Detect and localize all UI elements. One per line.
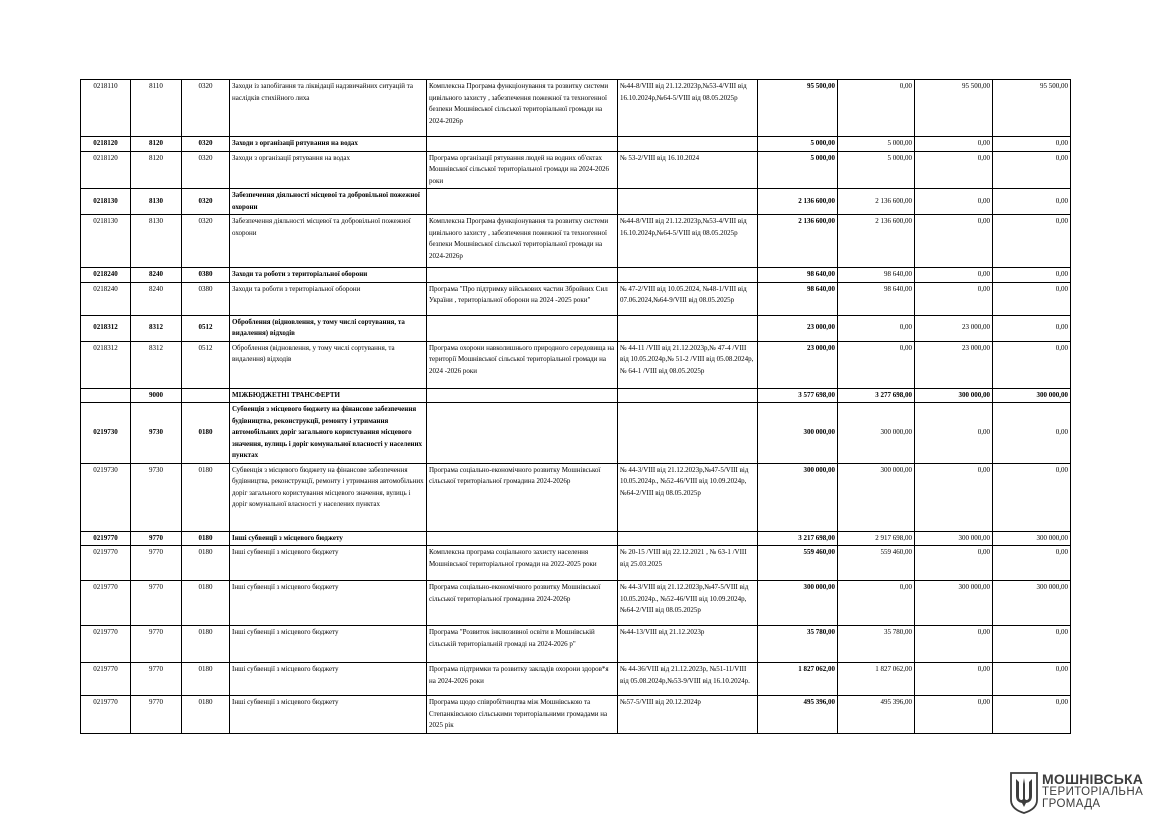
program-name-cell: Комплексна програма соціального захисту населення Мошнівської територіальної громади на 2022-2025 роки — [427, 546, 618, 581]
general-fund-cell: 0,00 — [838, 80, 915, 137]
total-amount-cell: 559 460,00 — [758, 546, 838, 581]
total-amount-cell: 2 136 600,00 — [758, 189, 838, 215]
general-fund-cell: 2 917 698,00 — [838, 531, 915, 546]
total-amount-cell: 495 396,00 — [758, 696, 838, 734]
council-decision-cell — [618, 388, 758, 403]
development-budget-cell: 0,00 — [993, 403, 1071, 464]
program-classification-cell: 9730 — [131, 403, 182, 464]
total-amount-cell: 5 000,00 — [758, 137, 838, 152]
development-budget-cell: 0,00 — [993, 341, 1071, 388]
trident-coat-of-arms-icon — [1010, 772, 1038, 814]
program-classification-cell: 9770 — [131, 663, 182, 696]
table-row — [81, 696, 1071, 734]
program-name-cell: Програма "Про підтримку військових частин Збройних Сил України , територіальної оборони на 2024 -2025 роки" — [427, 282, 618, 315]
special-fund-cell: 0,00 — [915, 137, 993, 152]
total-amount-cell: 2 136 600,00 — [758, 215, 838, 268]
subtotal-row — [81, 403, 1071, 464]
table-row — [81, 151, 1071, 189]
program-name-cell: Програма соціально-економічного розвитку Мошнівської сільської територіальної громадина 2024-2026р — [427, 581, 618, 626]
budget-code-cell: 0218130 — [81, 215, 131, 268]
expenditure-name-cell: Заходи з організації рятування на водах — [230, 151, 427, 189]
total-amount-cell: 23 000,00 — [758, 315, 838, 341]
council-decision-cell — [618, 189, 758, 215]
group-total-row — [81, 388, 1071, 403]
functional-classification-cell: 0320 — [182, 215, 230, 268]
expenditure-name-cell: Субвенція з місцевого бюджету на фінансове забезпечення будівництва, реконструкції, ремонту і утримання автомобільних доріг загального користування місцевого значення, вулиць і доріг комунальної власності у населених пунктах — [230, 403, 427, 464]
special-fund-cell: 0,00 — [915, 189, 993, 215]
table-row — [81, 546, 1071, 581]
total-amount-cell: 3 217 698,00 — [758, 531, 838, 546]
table-row — [81, 463, 1071, 531]
general-fund-cell: 300 000,00 — [838, 463, 915, 531]
special-fund-cell: 0,00 — [915, 282, 993, 315]
expenditure-name-cell: Забезпечення діяльності місцевої та добровільної пожежної охорони — [230, 215, 427, 268]
program-name-cell — [427, 137, 618, 152]
budget-code-cell: 0218120 — [81, 151, 131, 189]
development-budget-cell: 0,00 — [993, 189, 1071, 215]
council-decision-cell: № 53-2/VIII від 16.10.2024 — [618, 151, 758, 189]
total-amount-cell: 3 577 698,00 — [758, 388, 838, 403]
council-decision-cell — [618, 268, 758, 283]
budget-code-cell: 0218312 — [81, 315, 131, 341]
functional-classification-cell: 0512 — [182, 315, 230, 341]
total-amount-cell: 300 000,00 — [758, 581, 838, 626]
budget-code-cell: 0219770 — [81, 546, 131, 581]
total-amount-cell: 98 640,00 — [758, 282, 838, 315]
program-name-cell — [427, 531, 618, 546]
logo-subtitle-1: ТЕРИТОРІАЛЬНА — [1042, 785, 1144, 798]
development-budget-cell: 0,00 — [993, 546, 1071, 581]
development-budget-cell: 0,00 — [993, 663, 1071, 696]
program-classification-cell: 8240 — [131, 268, 182, 283]
expenditure-name-cell: Заходи із запобігання та ліквідації надзвичайних ситуацій та наслідків стихійного лиха — [230, 80, 427, 137]
program-classification-cell: 8130 — [131, 215, 182, 268]
expenditure-name-cell: Оброблення (відновлення, у тому числі сортування, та видалення) відходів — [230, 315, 427, 341]
subtotal-row — [81, 189, 1071, 215]
budget-programs-table — [80, 79, 1071, 734]
functional-classification-cell: 0180 — [182, 663, 230, 696]
program-name-cell: Програма підтримки та розвитку закладів охорони здоров*я на 2024-2026 роки — [427, 663, 618, 696]
expenditure-name-cell: Інші субвенції з місцевого бюджету — [230, 696, 427, 734]
program-name-cell: Програма "Розвиток інклюзивної освіти в Мошнівській сільській територіальній громаді на 2024-2026 р" — [427, 626, 618, 663]
program-classification-cell: 9770 — [131, 626, 182, 663]
general-fund-cell: 2 136 600,00 — [838, 189, 915, 215]
program-classification-cell: 9000 — [131, 388, 182, 403]
development-budget-cell: 0,00 — [993, 215, 1071, 268]
expenditure-name-cell: Субвенція з місцевого бюджету на фінансове забезпечення будівництва, реконструкції, ремонту і утримання автомобільних доріг загального користування місцевого значення, вулиць і доріг комунальної власності у населених пунктах — [230, 463, 427, 531]
functional-classification-cell: 0180 — [182, 403, 230, 464]
development-budget-cell: 0,00 — [993, 463, 1071, 531]
functional-classification-cell: 0380 — [182, 268, 230, 283]
program-name-cell: Комплексна Програма функціонування та розвитку системи цивільного захисту , забезпечення пожежної та техногенної безпеки Мошнівської сільської територіальної громади на 2024-2026р — [427, 80, 618, 137]
total-amount-cell: 35 780,00 — [758, 626, 838, 663]
budget-code-cell: 0218240 — [81, 282, 131, 315]
total-amount-cell: 5 000,00 — [758, 151, 838, 189]
program-classification-cell: 9770 — [131, 696, 182, 734]
special-fund-cell: 300 000,00 — [915, 388, 993, 403]
program-classification-cell: 8130 — [131, 189, 182, 215]
program-classification-cell: 9770 — [131, 531, 182, 546]
general-fund-cell: 2 136 600,00 — [838, 215, 915, 268]
budget-code-cell: 0219770 — [81, 626, 131, 663]
development-budget-cell: 0,00 — [993, 268, 1071, 283]
community-logo — [1008, 770, 1158, 816]
subtotal-row — [81, 137, 1071, 152]
budget-code-cell: 0218130 — [81, 189, 131, 215]
table-row — [81, 80, 1071, 137]
development-budget-cell: 0,00 — [993, 151, 1071, 189]
program-name-cell: Програма щодо співробітництва між Мошнівською та Степанківською сільськими територіальними громадами на 2025 рік — [427, 696, 618, 734]
logo-title: МОШНІВСЬКА — [1042, 771, 1144, 787]
budget-code-cell: 0219730 — [81, 403, 131, 464]
program-classification-cell: 8110 — [131, 80, 182, 137]
budget-code-cell: 0218240 — [81, 268, 131, 283]
table-row — [81, 215, 1071, 268]
table-row — [81, 341, 1071, 388]
development-budget-cell: 0,00 — [993, 696, 1071, 734]
council-decision-cell — [618, 403, 758, 464]
expenditure-name-cell: Забезпечення діяльності місцевої та добровільної пожежної охорони — [230, 189, 427, 215]
program-classification-cell: 9730 — [131, 463, 182, 531]
special-fund-cell: 0,00 — [915, 696, 993, 734]
budget-code-cell: 0219730 — [81, 463, 131, 531]
program-classification-cell: 9770 — [131, 546, 182, 581]
development-budget-cell: 0,00 — [993, 137, 1071, 152]
table-row — [81, 663, 1071, 696]
general-fund-cell: 0,00 — [838, 315, 915, 341]
functional-classification-cell: 0180 — [182, 696, 230, 734]
special-fund-cell: 300 000,00 — [915, 581, 993, 626]
development-budget-cell: 0,00 — [993, 626, 1071, 663]
program-name-cell: Програма соціально-економічного розвитку Мошнівської сільської територіальної громадина 2024-2026р — [427, 463, 618, 531]
logo-subtitle-2: ГРОМАДА — [1042, 798, 1101, 810]
functional-classification-cell: 0180 — [182, 546, 230, 581]
expenditure-name-cell: Оброблення (відновлення, у тому числі сортування, та видалення) відходів — [230, 341, 427, 388]
program-name-cell: Програма організації рятування людей на водних об'єктах Мошнівської сільської територіальної громади на 2024-2026 роки — [427, 151, 618, 189]
functional-classification-cell: 0320 — [182, 189, 230, 215]
functional-classification-cell — [182, 388, 230, 403]
council-decision-cell: № 44-11 /VIII від 21.12.2023р,№ 47-4 /VIII від 10.05.2024р,№ 51-2 /VIII від 05.08.2024р,№ 64-1 /VIII від 08.05.2025р — [618, 341, 758, 388]
expenditure-name-cell: Інші субвенції з місцевого бюджету — [230, 581, 427, 626]
general-fund-cell: 35 780,00 — [838, 626, 915, 663]
total-amount-cell: 23 000,00 — [758, 341, 838, 388]
development-budget-cell: 0,00 — [993, 282, 1071, 315]
general-fund-cell: 5 000,00 — [838, 137, 915, 152]
expenditure-name-cell: Інші субвенції з місцевого бюджету — [230, 663, 427, 696]
functional-classification-cell: 0320 — [182, 137, 230, 152]
development-budget-cell: 0,00 — [993, 315, 1071, 341]
program-classification-cell: 8120 — [131, 137, 182, 152]
total-amount-cell: 300 000,00 — [758, 463, 838, 531]
special-fund-cell: 300 000,00 — [915, 531, 993, 546]
development-budget-cell: 95 500,00 — [993, 80, 1071, 137]
general-fund-cell: 5 000,00 — [838, 151, 915, 189]
budget-code-cell: 0219770 — [81, 531, 131, 546]
functional-classification-cell: 0180 — [182, 581, 230, 626]
program-name-cell — [427, 403, 618, 464]
program-classification-cell: 8312 — [131, 315, 182, 341]
expenditure-name-cell: Заходи та роботи з територіальної оборони — [230, 268, 427, 283]
functional-classification-cell: 0320 — [182, 151, 230, 189]
program-name-cell — [427, 315, 618, 341]
total-amount-cell: 98 640,00 — [758, 268, 838, 283]
council-decision-cell: № 47-2/VIII від 10.05.2024, №48-1/VIII від 07.06.2024,№64-9/VIII від 08.05.2025р — [618, 282, 758, 315]
development-budget-cell: 300 000,00 — [993, 388, 1071, 403]
special-fund-cell: 0,00 — [915, 463, 993, 531]
special-fund-cell: 95 500,00 — [915, 80, 993, 137]
budget-code-cell: 0219770 — [81, 696, 131, 734]
council-decision-cell — [618, 531, 758, 546]
general-fund-cell: 300 000,00 — [838, 403, 915, 464]
budget-code-cell: 0218312 — [81, 341, 131, 388]
subtotal-row — [81, 315, 1071, 341]
program-classification-cell: 8312 — [131, 341, 182, 388]
functional-classification-cell: 0512 — [182, 341, 230, 388]
budget-code-cell — [81, 388, 131, 403]
functional-classification-cell: 0180 — [182, 531, 230, 546]
council-decision-cell — [618, 137, 758, 152]
special-fund-cell: 0,00 — [915, 663, 993, 696]
expenditure-name-cell: Інші субвенції з місцевого бюджету — [230, 546, 427, 581]
functional-classification-cell: 0180 — [182, 626, 230, 663]
council-decision-cell: № 44-36/VIII від 21.12.2023р, №51-11/VIII від 05.08.2024р,№53-9/VIII від 16.10.2024р. — [618, 663, 758, 696]
council-decision-cell: №44-13/VIII від 21.12.2023р — [618, 626, 758, 663]
general-fund-cell: 0,00 — [838, 581, 915, 626]
budget-code-cell: 0219770 — [81, 581, 131, 626]
council-decision-cell: № 20-15 /VIII від 22.12.2021 , № 63-1 /VIII від 25.03.2025 — [618, 546, 758, 581]
general-fund-cell: 98 640,00 — [838, 268, 915, 283]
special-fund-cell: 0,00 — [915, 403, 993, 464]
special-fund-cell: 0,00 — [915, 151, 993, 189]
council-decision-cell: № 44-3/VIII від 21.12.2023р,№47-5/VIII від 10.05.2024р., №52-46/VIII від 10.09.2024р,№64-2/VIII від 08.05.2025р — [618, 581, 758, 626]
special-fund-cell: 0,00 — [915, 626, 993, 663]
general-fund-cell: 559 460,00 — [838, 546, 915, 581]
council-decision-cell: №44-8/VIII від 21.12.2023р,№53-4/VIII від 16.10.2024р,№64-5/VIII від 08.05.2025р — [618, 215, 758, 268]
expenditure-name-cell: Інші субвенції з місцевого бюджету — [230, 531, 427, 546]
program-name-cell: Комплексна Програма функціонування та розвитку системи цивільного захисту , забезпечення пожежної та техногенної безпеки Мошнівської сільської територіальної громади на 2024-2026р — [427, 215, 618, 268]
special-fund-cell: 23 000,00 — [915, 315, 993, 341]
general-fund-cell: 495 396,00 — [838, 696, 915, 734]
program-classification-cell: 8240 — [131, 282, 182, 315]
subtotal-row — [81, 268, 1071, 283]
general-fund-cell: 98 640,00 — [838, 282, 915, 315]
program-name-cell — [427, 189, 618, 215]
subtotal-row — [81, 531, 1071, 546]
program-classification-cell: 8120 — [131, 151, 182, 189]
table-row — [81, 581, 1071, 626]
program-name-cell — [427, 388, 618, 403]
expenditure-name-cell: Заходи з організації рятування на водах — [230, 137, 427, 152]
expenditure-name-cell: Інші субвенції з місцевого бюджету — [230, 626, 427, 663]
budget-code-cell: 0219770 — [81, 663, 131, 696]
council-decision-cell: №44-8/VIII від 21.12.2023р,№53-4/VIII від 16.10.2024р,№64-5/VIII від 08.05.2025р — [618, 80, 758, 137]
council-decision-cell: № 44-3/VIII від 21.12.2023р,№47-5/VIII від 10.05.2024р., №52-46/VIII від 10.09.2024р,№64-2/VIII від 08.05.2025р — [618, 463, 758, 531]
total-amount-cell: 95 500,00 — [758, 80, 838, 137]
functional-classification-cell: 0380 — [182, 282, 230, 315]
special-fund-cell: 0,00 — [915, 268, 993, 283]
general-fund-cell: 1 827 062,00 — [838, 663, 915, 696]
table-row — [81, 282, 1071, 315]
development-budget-cell: 300 000,00 — [993, 581, 1071, 626]
special-fund-cell: 0,00 — [915, 215, 993, 268]
budget-code-cell: 0218120 — [81, 137, 131, 152]
total-amount-cell: 1 827 062,00 — [758, 663, 838, 696]
functional-classification-cell: 0320 — [182, 80, 230, 137]
special-fund-cell: 23 000,00 — [915, 341, 993, 388]
program-name-cell: Програма охорони навколишнього природного середовища на території Мошнівської сільської територіальної громади на 2024 -2026 роки — [427, 341, 618, 388]
total-amount-cell: 300 000,00 — [758, 403, 838, 464]
general-fund-cell: 0,00 — [838, 341, 915, 388]
council-decision-cell — [618, 315, 758, 341]
general-fund-cell: 3 277 698,00 — [838, 388, 915, 403]
special-fund-cell: 0,00 — [915, 546, 993, 581]
council-decision-cell: №57-5/VIII від 20.12.2024р — [618, 696, 758, 734]
expenditure-name-cell: МІЖБЮДЖЕТНІ ТРАНСФЕРТИ — [230, 388, 427, 403]
expenditure-name-cell: Заходи та роботи з територіальної оборони — [230, 282, 427, 315]
development-budget-cell: 300 000,00 — [993, 531, 1071, 546]
budget-code-cell: 0218110 — [81, 80, 131, 137]
program-name-cell — [427, 268, 618, 283]
table-row — [81, 626, 1071, 663]
program-classification-cell: 9770 — [131, 581, 182, 626]
functional-classification-cell: 0180 — [182, 463, 230, 531]
